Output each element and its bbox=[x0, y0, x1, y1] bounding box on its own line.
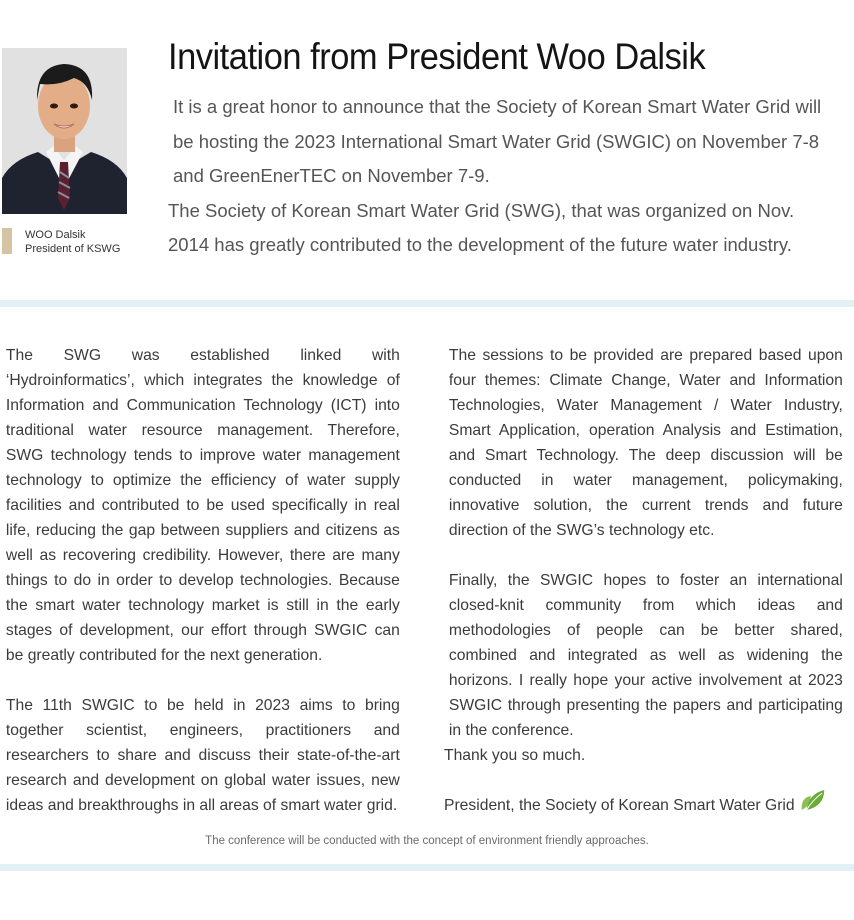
intro-text bbox=[168, 90, 828, 263]
portrait-caption bbox=[2, 228, 120, 256]
right-column bbox=[444, 343, 843, 818]
top-divider bbox=[0, 300, 854, 307]
president-role: President of KSWG bbox=[25, 243, 121, 255]
closing-signature bbox=[444, 793, 843, 818]
leaf-icon bbox=[799, 788, 826, 812]
left-column bbox=[1, 343, 400, 843]
intro-paragraph: The Society of Korean Smart Water Grid (SWG), that was organized on Nov. 2014 has greatly contributed to the development of the future water industry. bbox=[168, 199, 795, 255]
closing-text: President, the Society of Korean Smart Water Grid bbox=[444, 797, 795, 814]
body-paragraph: Finally, the SWGIC hopes to foster an international closed-knit community from which ideas and methodologies of people can be better shared, combined and integrated as well as widening the horizons. I really hope your active involvement at 2023 SWGIC through presenting the papers and participating in the conference. bbox=[448, 572, 843, 739]
thank-you-text: Thank you so much. bbox=[444, 747, 586, 764]
intro-paragraph: It is a great honor to announce that the Society of Korean Smart Water Grid will be hosting the 2023 International Smart Water Grid (SWGIC) on November 7-8 and GreenEnerTEC on November 7-9. bbox=[173, 96, 822, 186]
body-paragraph: The sessions to be provided are prepared based upon four themes: Climate Change, Water and Information Technologies, Water Management / Water Industry, Smart Application, operation Analysis and Estimation, and Smart Technology. The deep discussion will be conducted in water management, policymaking, innovative solution, the current trends and future direction of the SWG’s technology etc. bbox=[448, 347, 843, 539]
president-portrait bbox=[2, 48, 127, 214]
president-name: WOO Dalsik bbox=[25, 229, 86, 241]
footer-note: The conference will be conducted with the concept of environment friendly approaches. bbox=[205, 835, 649, 847]
body-paragraph: The 11th SWGIC to be held in 2023 aims to bring together scientist, engineers, practitioners and researchers to share and discuss their state-of-the-art research and development on global water issues, new ideas and breakthroughs in all areas of smart water grid. bbox=[5, 697, 400, 814]
page-title: Invitation from President Woo Dalsik bbox=[168, 36, 706, 77]
bottom-divider bbox=[0, 864, 854, 871]
body-paragraph: The SWG was established linked with ‘Hydroinformatics’, which integrates the knowledge of Information and Communication Technology (ICT) into traditional water resource management. Therefore, SWG technology tends to improve water management technology to optimize the efficiency of water supply facilities and contributed to be used specifically in real life, reducing the gap between suppliers and citizens as well as recovering credibility. However, there are many things to do in order to develop technologies. Because the smart water technology market is still in the early stages of development, our effort through SWGIC can be greatly contributed for the next generation. bbox=[5, 347, 400, 664]
caption-accent-bar bbox=[2, 228, 12, 254]
